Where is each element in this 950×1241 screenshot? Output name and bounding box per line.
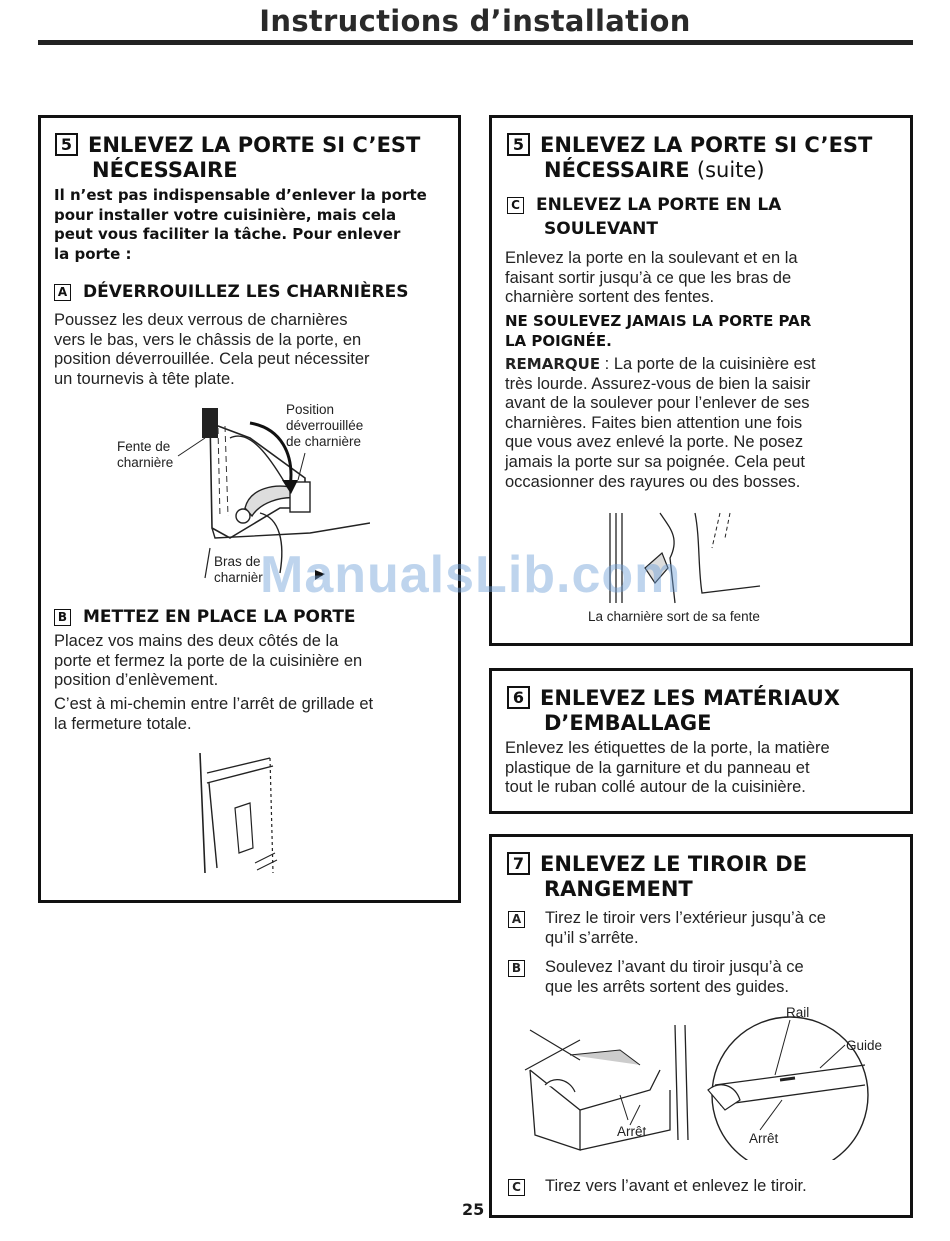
step-6-heading: 6 ENLEVEZ LES MATÉRIAUX D’EMBALLAGE — [507, 686, 840, 736]
caption-charniere: La charnière sort de sa fente — [588, 609, 760, 624]
step-number: 5 — [55, 133, 78, 156]
substep-b-heading: B METTEZ EN PLACE LA PORTE — [54, 605, 356, 629]
substep-c-heading: C ENLEVEZ LA PORTE EN LA SOULEVANT — [507, 193, 781, 241]
page-title: Instructions d’installation — [259, 4, 691, 38]
step-5-suite-heading: 5 ENLEVEZ LA PORTE SI C’EST NÉCESSAIRE (suite) — [507, 133, 872, 183]
letter-box: A — [508, 911, 525, 928]
label-guide: Guide — [846, 1038, 883, 1053]
letter-box: C — [507, 197, 524, 214]
label-fente: Fente de charnière — [117, 439, 174, 470]
letter-box: C — [508, 1179, 525, 1196]
warning-text: NE SOULEVEZ JAMAIS LA PORTE PAR LA POIGNÉE. — [505, 312, 812, 350]
label-rail: Rail — [786, 1005, 810, 1020]
substep-b-text: Placez vos mains des deux côtés de la porte et fermez la porte de la cuisinière en position d’enlèvement. — [54, 632, 363, 690]
label-position: Position déverrouillée de charnière — [286, 402, 364, 449]
label-arret-2: Arrêt — [749, 1131, 779, 1146]
letter-box: B — [54, 609, 71, 626]
remarque-text: REMARQUE : La porte de la cuisinière est très lourde. Assurez-vous de bien la saisir avant de la soulever pour l’enlever de ses charnières. Faites bien attention une fois que vous avez enlevé la porte. Ne posez jamais la porte sur sa poignée. Cela peut occasionner des rayures ou des bosses. — [505, 355, 816, 491]
substep-a-heading: A DÉVERROUILLEZ LES CHARNIÈRES — [54, 280, 408, 304]
step-6-text: Enlevez les étiquettes de la porte, la matière plastique de la garniture et du panneau et tout le ruban collé autour de la cuisinière. — [505, 739, 830, 797]
step-7c: C Tirez vers l’avant et enlevez le tiroir. — [508, 1177, 807, 1197]
step-number: 6 — [507, 686, 530, 709]
label-bras: Bras de charnièr — [214, 554, 263, 585]
drawer-illustration — [520, 1010, 900, 1160]
substep-c-text: Enlevez la porte en la soulevant et en la faisant sortir jusqu’à ce que les bras de charnière sortent des fentes. — [505, 249, 798, 307]
step-5-heading: 5 ENLEVEZ LA PORTE SI C’EST NÉCESSAIRE — [55, 133, 420, 183]
label-arret-1: Arrêt — [617, 1124, 647, 1139]
step-7b: B Soulevez l’avant du tiroir jusqu’à ce que les arrêts sortent des guides. — [508, 958, 804, 997]
step-number: 5 — [507, 133, 530, 156]
letter-box: A — [54, 284, 71, 301]
step-number: 7 — [507, 852, 530, 875]
step-7-heading: 7 ENLEVEZ LE TIROIR DE RANGEMENT — [507, 852, 807, 902]
intro-text: Il n’est pas indispensable d’enlever la porte pour installer votre cuisinière, mais cela peut vous faciliter la tâche. Pour enlever la porte : — [54, 186, 427, 263]
letter-box: B — [508, 960, 525, 977]
substep-a-text: Poussez les deux verrous de charnières vers le bas, vers le châssis de la porte, en position déverrouillée. Cela peut nécessiter un tournevis à tête plate. — [54, 311, 370, 388]
door-illustration — [195, 748, 285, 876]
substep-b-note: C’est à mi-chemin entre l’arrêt de grillade et la fermeture totale. — [54, 695, 374, 733]
header-rule — [38, 40, 913, 45]
step-7a: A Tirez le tiroir vers l’extérieur jusqu’à ce qu’il s’arrête. — [508, 909, 826, 948]
page-number: 25 — [462, 1200, 485, 1219]
watermark: ManualsLib.com — [260, 546, 682, 604]
